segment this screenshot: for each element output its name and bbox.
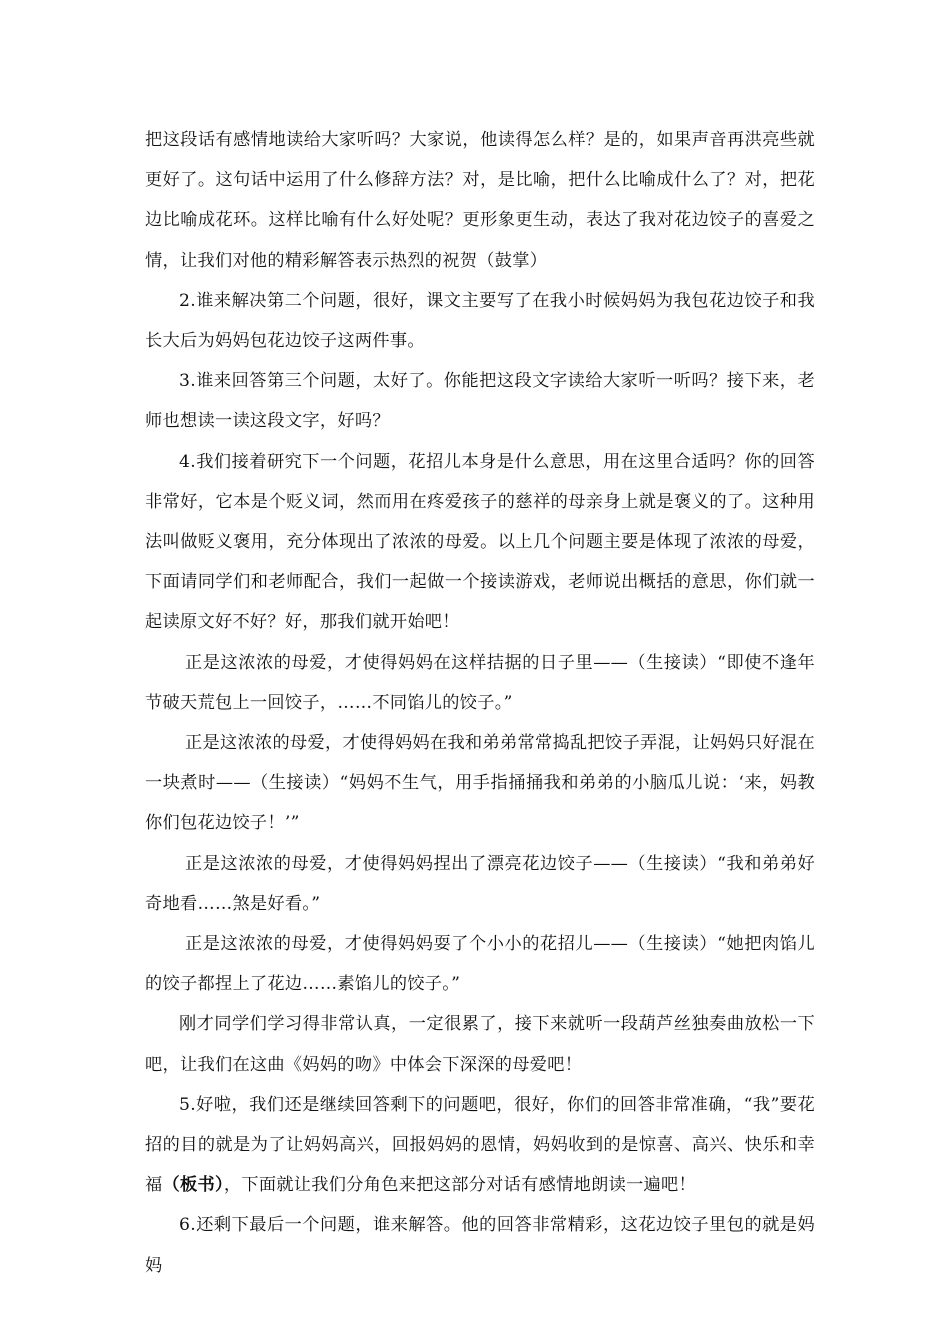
paragraph-11: 6.还剩下最后一个问题，谁来解答。他的回答非常精彩，这花边饺子里包的就是妈妈 xyxy=(145,1215,815,1276)
paragraph-3: 3.谁来回答第三个问题，太好了。你能把这段文字读给大家听一听吗？接下来，老师也想读一读这段文字，好吗？ xyxy=(145,371,815,432)
paragraph-1: 把这段话有感情地读给大家听吗？大家说，他读得怎么样？是的，如果声音再洪亮些就更好了。这句话中运用了什么修辞方法？对，是比喻，把什么比喻成什么了？对，把花边比喻成花环。这样比喻有什么好处呢？更形象更生动，表达了我对花边饺子的喜爱之情，让我们对他的精彩解答表示热烈的祝贺（鼓掌） xyxy=(145,130,815,271)
paragraph-2: 2.谁来解决第二个问题，很好，课文主要写了在我小时候妈妈为我包花边饺子和我长大后为妈妈包花边饺子这两件事。 xyxy=(145,290,815,352)
paragraph-8: 正是这浓浓的母爱，才使得妈妈耍了个小小的花招儿——（生接读）“她把肉馅儿的饺子都捏上了花边……素馅儿的饺子。” xyxy=(145,934,815,995)
paragraph-6: 正是这浓浓的母爱，才使得妈妈在我和弟弟常常捣乱把饺子弄混，让妈妈只好混在一块煮时——（生接读）“妈妈不生气，用手指捅捅我和弟弟的小脑瓜儿说：‘来，妈教你们包花边饺子！’” xyxy=(145,733,815,834)
document-body xyxy=(145,120,815,1286)
paragraph-10 xyxy=(145,1085,815,1206)
paragraph-7: 正是这浓浓的母爱，才使得妈妈捏出了漂亮花边饺子——（生接读）“我和弟弟好奇地看……煞是好看。” xyxy=(145,853,815,914)
blackboard-note: （板书） xyxy=(162,1175,224,1196)
paragraph-10-text-before: 5.好啦，我们还是继续回答剩下的问题吧，很好，你们的回答非常准确，“我”要花招的目的就是为了让妈妈高兴，回报妈妈的恩情，妈妈收到的是惊喜、高兴、快乐和幸福 xyxy=(145,1094,815,1196)
paragraph-5: 正是这浓浓的母爱，才使得妈妈在这样拮据的日子里——（生接读）“即使不逢年节破天荒包上一回饺子，……不同馅儿的饺子。” xyxy=(145,652,815,713)
paragraph-4: 4.我们接着研究下一个问题，花招儿本身是什么意思，用在这里合适吗？你的回答非常好，它本是个贬义词，然而用在疼爱孩子的慈祥的母亲身上就是褒义的了。这种用法叫做贬义褒用，充分体现出了浓浓的母爱。以上几个问题主要是体现了浓浓的母爱，下面请同学们和老师配合，我们一起做一个接读游戏，老师说出概括的意思，你们就一起读原文好不好？好，那我们就开始吧！ xyxy=(145,451,815,633)
paragraph-10-text-after: ，下面就让我们分角色来把这部分对话有感情地朗读一遍吧！ xyxy=(223,1175,697,1196)
paragraph-9: 刚才同学们学习得非常认真，一定很累了，接下来就听一段葫芦丝独奏曲放松一下吧，让我们在这曲《妈妈的吻》中体会下深深的母爱吧！ xyxy=(145,1014,815,1075)
